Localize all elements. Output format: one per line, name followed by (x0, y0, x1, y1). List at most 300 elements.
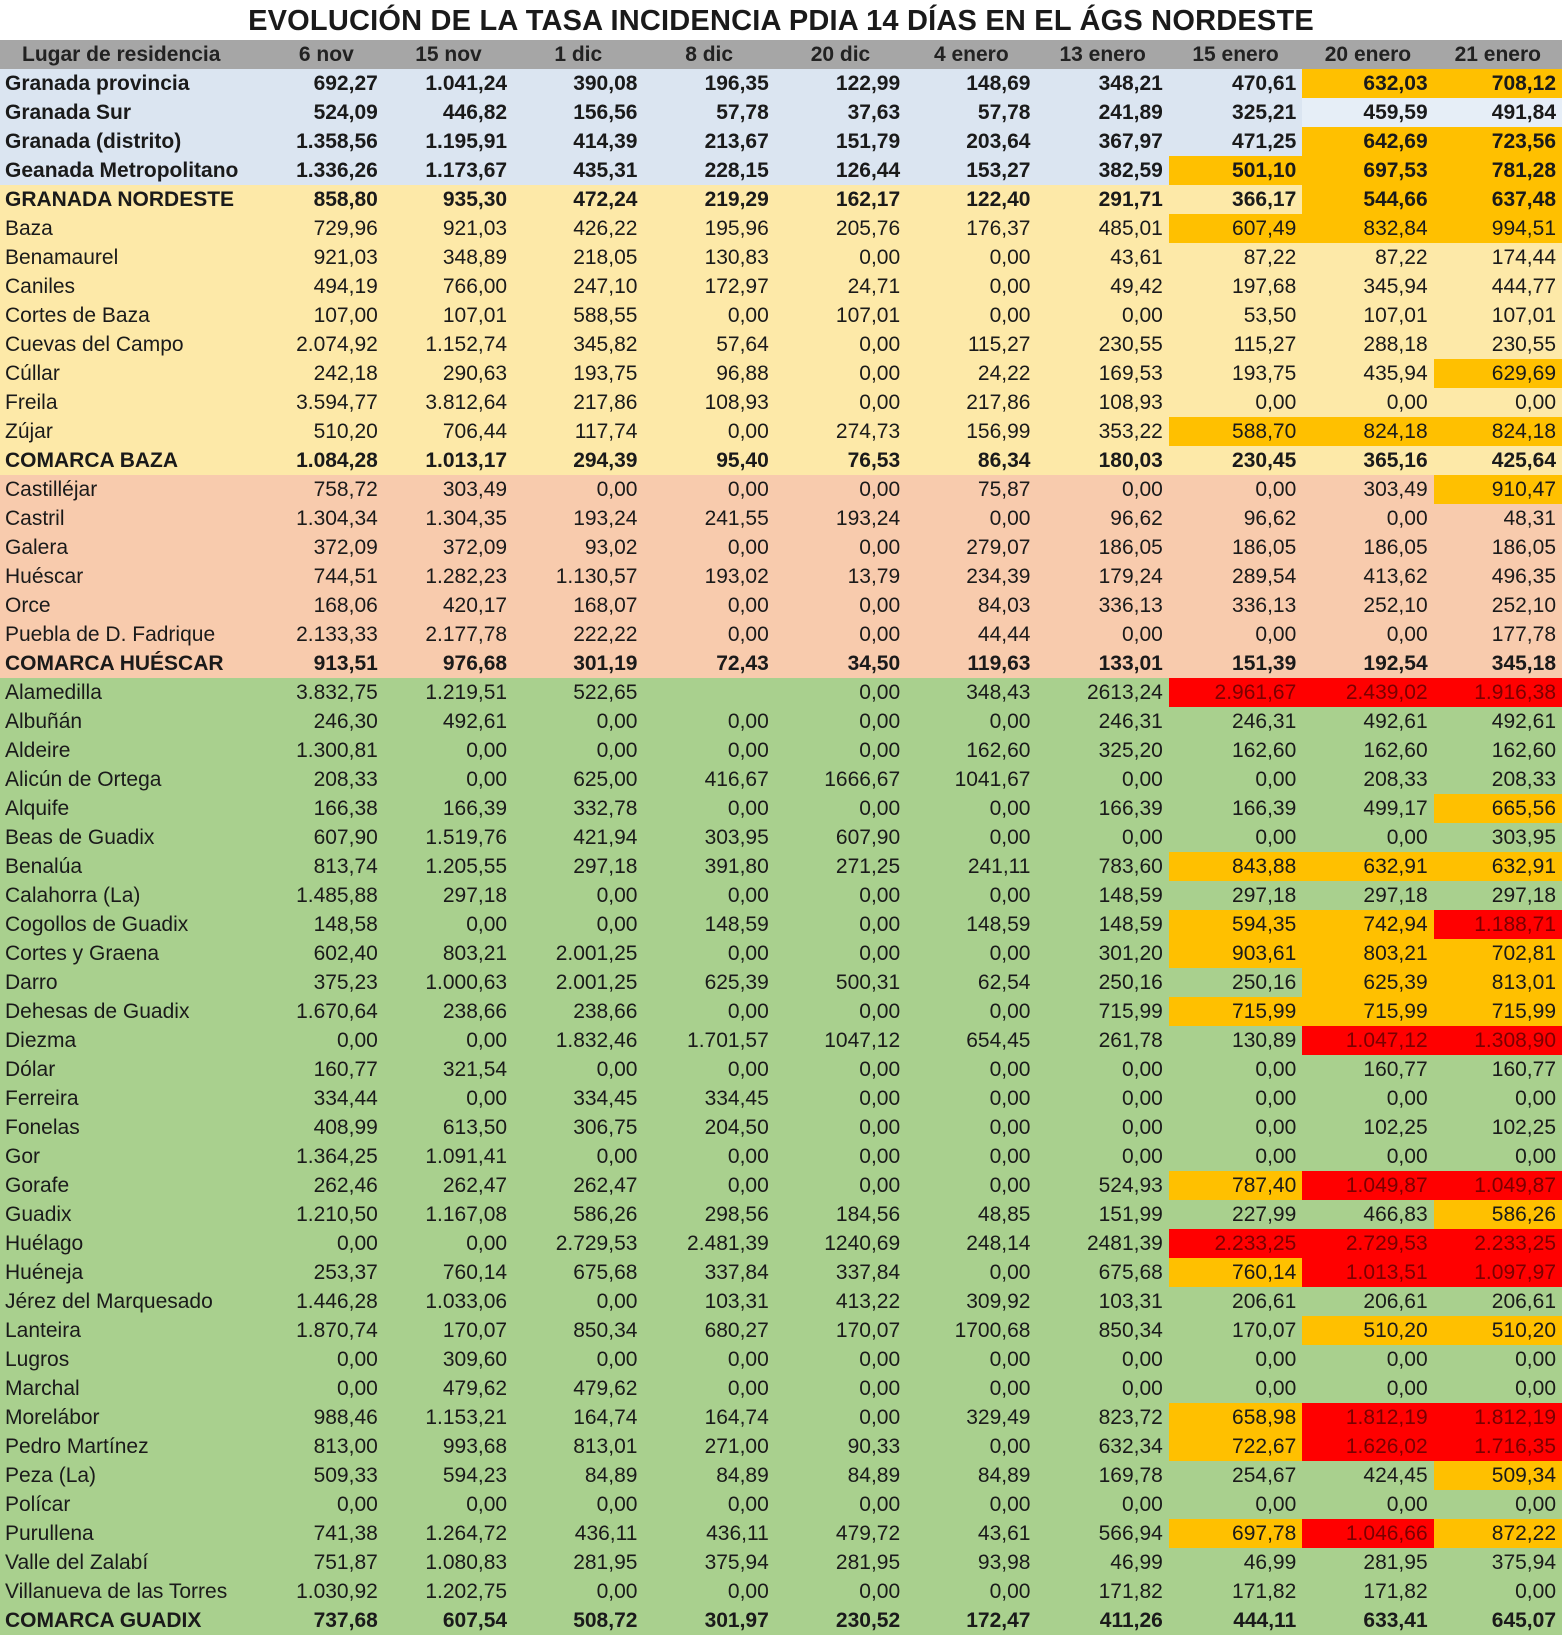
table-row (0, 968, 1562, 997)
rate-cell: 0,00 (1036, 823, 1168, 852)
rate-cell: 479,62 (513, 1374, 643, 1403)
rate-cell: 444,11 (1169, 1606, 1302, 1635)
rate-cell: 760,14 (1169, 1258, 1302, 1287)
rate-cell: 130,83 (643, 243, 774, 272)
rate-cell: 0,00 (1434, 388, 1562, 417)
rate-cell: 250,16 (1036, 968, 1168, 997)
rate-cell: 102,25 (1302, 1113, 1433, 1142)
rate-cell: 0,00 (775, 736, 906, 765)
rate-cell: 325,21 (1169, 98, 1302, 127)
rate-cell: 0,00 (643, 881, 774, 910)
rate-cell: 1.304,34 (269, 504, 384, 533)
rate-cell: 0,00 (906, 1374, 1036, 1403)
rate-cell: 0,00 (1434, 1374, 1562, 1403)
rate-cell: 0,00 (906, 1258, 1036, 1287)
rate-cell: 107,01 (775, 301, 906, 330)
rate-cell: 119,63 (906, 649, 1036, 678)
rate-cell: 994,51 (1434, 214, 1562, 243)
rate-cell: 613,50 (384, 1113, 513, 1142)
rate-cell: 261,78 (1036, 1026, 1168, 1055)
location-name-cell: Galera (0, 533, 269, 562)
table-row (0, 330, 1562, 359)
table-row (0, 388, 1562, 417)
rate-cell: 186,05 (1434, 533, 1562, 562)
location-name-cell: Castril (0, 504, 269, 533)
rate-cell: 0,00 (643, 1171, 774, 1200)
rate-cell: 0,00 (513, 881, 643, 910)
rate-cell: 0,00 (513, 475, 643, 504)
rate-cell: 162,60 (906, 736, 1036, 765)
rate-cell: 1.205,55 (384, 852, 513, 881)
rate-cell: 246,31 (1169, 707, 1302, 736)
rate-cell: 2.481,39 (643, 1229, 774, 1258)
rate-cell: 46,99 (1169, 1548, 1302, 1577)
rate-cell: 48,31 (1434, 504, 1562, 533)
rate-cell: 0,00 (775, 1577, 906, 1606)
rate-cell: 0,00 (775, 1403, 906, 1432)
rate-cell: 783,60 (1036, 852, 1168, 881)
rate-cell: 0,00 (269, 1490, 384, 1519)
table-row (0, 939, 1562, 968)
rate-cell: 329,49 (906, 1403, 1036, 1432)
rate-cell: 491,84 (1434, 98, 1562, 127)
rate-cell: 0,00 (643, 475, 774, 504)
rate-cell: 193,75 (1169, 359, 1302, 388)
rate-cell: 1.030,92 (269, 1577, 384, 1606)
table-row (0, 1026, 1562, 1055)
rate-cell: 108,93 (1036, 388, 1168, 417)
location-name-cell: Guadix (0, 1200, 269, 1229)
rate-cell: 850,34 (1036, 1316, 1168, 1345)
rate-cell: 288,18 (1302, 330, 1433, 359)
rate-cell: 0,00 (775, 678, 906, 707)
rate-cell: 1.832,46 (513, 1026, 643, 1055)
rate-cell: 345,82 (513, 330, 643, 359)
rate-cell: 274,73 (775, 417, 906, 446)
rate-cell: 459,59 (1302, 98, 1433, 127)
rate-cell: 0,00 (1036, 1055, 1168, 1084)
rate-cell: 391,80 (643, 852, 774, 881)
rate-cell: 737,68 (269, 1606, 384, 1635)
rate-cell: 494,19 (269, 272, 384, 301)
rate-cell: 281,95 (513, 1548, 643, 1577)
table-row (0, 1345, 1562, 1374)
rate-cell: 0,00 (1434, 1345, 1562, 1374)
rate-cell: 787,40 (1169, 1171, 1302, 1200)
rate-cell: 203,64 (906, 127, 1036, 156)
rate-cell: 348,21 (1036, 69, 1168, 98)
rate-cell: 0,00 (513, 1142, 643, 1171)
rate-cell: 3.594,77 (269, 388, 384, 417)
rate-cell: 436,11 (643, 1519, 774, 1548)
rate-cell: 0,00 (906, 504, 1036, 533)
location-name-cell: Darro (0, 968, 269, 997)
location-name-cell: Diezma (0, 1026, 269, 1055)
rate-cell: 470,61 (1169, 69, 1302, 98)
rate-cell: 53,50 (1169, 301, 1302, 330)
rate-cell: 1.304,35 (384, 504, 513, 533)
rate-cell: 0,00 (1036, 1084, 1168, 1113)
rate-cell: 218,05 (513, 243, 643, 272)
rate-cell: 702,81 (1434, 939, 1562, 968)
rate-cell: 84,89 (775, 1461, 906, 1490)
rate-cell: 715,99 (1169, 997, 1302, 1026)
table-row (0, 214, 1562, 243)
location-name-cell: Granada (distrito) (0, 127, 269, 156)
rate-cell: 49,42 (1036, 272, 1168, 301)
rate-cell: 0,00 (906, 1490, 1036, 1519)
rate-cell: 108,93 (643, 388, 774, 417)
rate-cell: 602,40 (269, 939, 384, 968)
rate-cell: 186,05 (1169, 533, 1302, 562)
rate-cell: 3.812,64 (384, 388, 513, 417)
rate-cell: 301,19 (513, 649, 643, 678)
rate-cell: 0,00 (1302, 1490, 1433, 1519)
rate-cell: 298,56 (643, 1200, 774, 1229)
rate-cell: 0,00 (775, 1113, 906, 1142)
rate-cell: 2.133,33 (269, 620, 384, 649)
rate-cell: 115,27 (906, 330, 1036, 359)
rate-cell: 303,49 (384, 475, 513, 504)
rate-cell: 0,00 (1169, 475, 1302, 504)
table-row (0, 1374, 1562, 1403)
rate-cell: 416,67 (643, 765, 774, 794)
rate-cell: 479,72 (775, 1519, 906, 1548)
rate-cell: 832,84 (1302, 214, 1433, 243)
rate-cell: 367,97 (1036, 127, 1168, 156)
rate-cell: 2481,39 (1036, 1229, 1168, 1258)
table-row (0, 591, 1562, 620)
rate-cell: 0,00 (1036, 1490, 1168, 1519)
rate-cell: 472,24 (513, 185, 643, 214)
rate-cell: 168,06 (269, 591, 384, 620)
rate-cell: 637,48 (1434, 185, 1562, 214)
location-name-cell: Cortes de Baza (0, 301, 269, 330)
rate-cell: 413,22 (775, 1287, 906, 1316)
rate-cell: 0,00 (906, 301, 1036, 330)
table-row (0, 1432, 1562, 1461)
rate-cell: 13,79 (775, 562, 906, 591)
rate-cell: 297,18 (384, 881, 513, 910)
rate-cell: 471,25 (1169, 127, 1302, 156)
rate-cell: 1.916,38 (1434, 678, 1562, 707)
rate-cell: 107,01 (1434, 301, 1562, 330)
rate-cell: 2.233,25 (1434, 1229, 1562, 1258)
rate-cell: 0,00 (643, 794, 774, 823)
rate-cell: 850,34 (513, 1316, 643, 1345)
rate-cell: 0,00 (513, 1055, 643, 1084)
rate-cell: 0,00 (1036, 1374, 1168, 1403)
location-name-cell: Castilléjar (0, 475, 269, 504)
location-name-cell: Cogollos de Guadix (0, 910, 269, 939)
table-row (0, 620, 1562, 649)
column-header: 15 nov (384, 40, 513, 69)
location-name-cell: Gorafe (0, 1171, 269, 1200)
rate-cell: 95,40 (643, 446, 774, 475)
rate-cell: 408,99 (269, 1113, 384, 1142)
rate-cell: 0,00 (775, 794, 906, 823)
rate-cell: 87,22 (1169, 243, 1302, 272)
rate-cell: 186,05 (1036, 533, 1168, 562)
rate-cell: 96,62 (1036, 504, 1168, 533)
rate-cell: 170,07 (384, 1316, 513, 1345)
rate-cell: 193,75 (513, 359, 643, 388)
location-name-cell: Marchal (0, 1374, 269, 1403)
rate-cell: 0,00 (643, 939, 774, 968)
rate-cell: 337,84 (643, 1258, 774, 1287)
location-name-cell: Zújar (0, 417, 269, 446)
rate-cell: 241,55 (643, 504, 774, 533)
rate-cell: 758,72 (269, 475, 384, 504)
rate-cell: 0,00 (775, 1142, 906, 1171)
rate-cell: 1.033,06 (384, 1287, 513, 1316)
rate-cell: 254,67 (1169, 1461, 1302, 1490)
rate-cell: 0,00 (269, 1345, 384, 1374)
rate-cell: 413,62 (1302, 562, 1433, 591)
rate-cell: 435,94 (1302, 359, 1433, 388)
rate-cell: 365,16 (1302, 446, 1433, 475)
rate-cell: 588,70 (1169, 417, 1302, 446)
rate-cell: 262,46 (269, 1171, 384, 1200)
rate-cell: 1.264,72 (384, 1519, 513, 1548)
rate-cell: 654,45 (906, 1026, 1036, 1055)
rate-cell: 133,01 (1036, 649, 1168, 678)
rate-cell: 148,59 (1036, 910, 1168, 939)
rate-cell: 206,61 (1302, 1287, 1433, 1316)
location-name-cell: Jérez del Marquesado (0, 1287, 269, 1316)
rate-cell: 625,00 (513, 765, 643, 794)
rate-cell: 607,54 (384, 1606, 513, 1635)
table-row (0, 765, 1562, 794)
rate-cell: 588,55 (513, 301, 643, 330)
rate-cell: 766,00 (384, 272, 513, 301)
rate-cell: 708,12 (1434, 69, 1562, 98)
rate-cell: 0,00 (1169, 1490, 1302, 1519)
rate-cell: 309,92 (906, 1287, 1036, 1316)
rate-cell: 228,15 (643, 156, 774, 185)
rate-cell: 0,00 (1169, 1113, 1302, 1142)
rate-cell: 645,07 (1434, 1606, 1562, 1635)
rate-cell: 2.961,67 (1169, 678, 1302, 707)
rate-cell: 230,45 (1169, 446, 1302, 475)
rate-cell: 0,00 (906, 1171, 1036, 1200)
rate-cell: 169,53 (1036, 359, 1168, 388)
location-name-cell: Aldeire (0, 736, 269, 765)
rate-cell: 436,11 (513, 1519, 643, 1548)
rate-cell: 168,07 (513, 591, 643, 620)
table-row (0, 1055, 1562, 1084)
rate-cell: 0,00 (906, 1345, 1036, 1374)
rate-cell: 334,45 (513, 1084, 643, 1113)
rate-cell: 281,95 (775, 1548, 906, 1577)
rate-cell: 192,54 (1302, 649, 1433, 678)
table-row (0, 475, 1562, 504)
column-header: 6 nov (269, 40, 384, 69)
rate-cell: 84,89 (643, 1461, 774, 1490)
rate-cell: 0,00 (775, 591, 906, 620)
location-name-cell: Caniles (0, 272, 269, 301)
rate-cell: 0,00 (906, 1142, 1036, 1171)
rate-cell: 0,00 (269, 1374, 384, 1403)
rate-cell: 172,47 (906, 1606, 1036, 1635)
column-header: 13 enero (1036, 40, 1168, 69)
location-name-cell: Calahorra (La) (0, 881, 269, 910)
rate-cell: 337,84 (775, 1258, 906, 1287)
rate-cell: 48,85 (906, 1200, 1036, 1229)
rate-cell: 303,95 (1434, 823, 1562, 852)
rate-cell: 0,00 (775, 243, 906, 272)
rate-cell: 0,00 (1302, 1345, 1433, 1374)
rate-cell: 348,43 (906, 678, 1036, 707)
rate-cell: 0,00 (1169, 620, 1302, 649)
rate-cell: 1.812,19 (1434, 1403, 1562, 1432)
rate-cell: 166,38 (269, 794, 384, 823)
rate-cell: 195,96 (643, 214, 774, 243)
rate-cell: 0,00 (906, 1084, 1036, 1113)
rate-cell: 0,00 (643, 301, 774, 330)
rate-cell: 976,68 (384, 649, 513, 678)
rate-cell: 625,39 (643, 968, 774, 997)
rate-cell: 0,00 (1169, 388, 1302, 417)
rate-cell: 1.358,56 (269, 127, 384, 156)
rate-cell: 675,68 (513, 1258, 643, 1287)
rate-cell: 1.013,17 (384, 446, 513, 475)
rate-cell: 160,77 (269, 1055, 384, 1084)
rate-cell: 2.001,25 (513, 968, 643, 997)
rate-cell: 0,00 (906, 707, 1036, 736)
rate-cell: 57,78 (643, 98, 774, 127)
rate-cell: 0,00 (384, 736, 513, 765)
rate-cell: 492,61 (1434, 707, 1562, 736)
rate-cell: 375,94 (643, 1548, 774, 1577)
table-row-total (0, 69, 1562, 98)
table-row (0, 881, 1562, 910)
rate-cell: 421,94 (513, 823, 643, 852)
rate-cell: 208,33 (1302, 765, 1433, 794)
header-row (0, 40, 1562, 69)
rate-cell: 148,69 (906, 69, 1036, 98)
rate-cell: 171,82 (1302, 1577, 1433, 1606)
rate-cell: 230,55 (1036, 330, 1168, 359)
rate-cell: 715,99 (1302, 997, 1433, 1026)
rate-cell: 130,89 (1169, 1026, 1302, 1055)
location-name-cell: COMARCA GUADIX (0, 1606, 269, 1635)
rate-cell: 148,59 (906, 910, 1036, 939)
rate-cell: 0,00 (384, 1084, 513, 1113)
location-name-cell: Baza (0, 214, 269, 243)
rate-cell: 414,39 (513, 127, 643, 156)
rate-cell: 0,00 (1036, 301, 1168, 330)
location-name-cell: Valle del Zalabí (0, 1548, 269, 1577)
rate-cell: 1.716,35 (1434, 1432, 1562, 1461)
rate-cell: 271,25 (775, 852, 906, 881)
rate-cell: 177,78 (1434, 620, 1562, 649)
table-row (0, 417, 1562, 446)
rate-cell: 1.282,23 (384, 562, 513, 591)
rate-cell: 0,00 (513, 736, 643, 765)
table-row (0, 1142, 1562, 1171)
rate-cell: 586,26 (513, 1200, 643, 1229)
rate-cell: 248,14 (906, 1229, 1036, 1258)
rate-cell: 781,28 (1434, 156, 1562, 185)
rate-cell: 262,47 (513, 1171, 643, 1200)
rate-cell: 426,22 (513, 214, 643, 243)
column-header: 4 enero (906, 40, 1036, 69)
rate-cell (643, 678, 774, 707)
rate-cell: 170,07 (1169, 1316, 1302, 1345)
rate-cell: 1.080,83 (384, 1548, 513, 1577)
rate-cell: 166,39 (1169, 794, 1302, 823)
rate-cell: 84,89 (906, 1461, 1036, 1490)
rate-cell: 1.300,81 (269, 736, 384, 765)
rate-cell: 0,00 (513, 1490, 643, 1519)
rate-cell: 151,99 (1036, 1200, 1168, 1229)
rate-cell: 37,63 (775, 98, 906, 127)
rate-cell: 230,52 (775, 1606, 906, 1635)
rate-cell: 0,00 (643, 997, 774, 1026)
rate-cell: 246,31 (1036, 707, 1168, 736)
rate-cell: 93,98 (906, 1548, 1036, 1577)
rate-cell: 301,97 (643, 1606, 774, 1635)
rate-cell: 0,00 (643, 1490, 774, 1519)
rate-cell: 872,22 (1434, 1519, 1562, 1548)
rate-cell: 179,24 (1036, 562, 1168, 591)
rate-cell: 446,82 (384, 98, 513, 127)
rate-cell: 680,27 (643, 1316, 774, 1345)
rate-cell: 0,00 (775, 881, 906, 910)
location-name-cell: Dehesas de Guadix (0, 997, 269, 1026)
rate-cell: 0,00 (1169, 1345, 1302, 1374)
rate-cell: 196,35 (643, 69, 774, 98)
table-row (0, 852, 1562, 881)
rate-cell: 107,00 (269, 301, 384, 330)
rate-cell: 366,17 (1169, 185, 1302, 214)
rate-cell: 0,00 (1036, 1345, 1168, 1374)
rate-cell: 193,24 (513, 504, 643, 533)
rate-cell: 213,67 (643, 127, 774, 156)
rate-cell: 180,03 (1036, 446, 1168, 475)
rate-cell: 174,44 (1434, 243, 1562, 272)
rate-cell: 151,79 (775, 127, 906, 156)
rate-cell: 586,26 (1434, 1200, 1562, 1229)
rate-cell: 348,89 (384, 243, 513, 272)
rate-cell: 751,87 (269, 1548, 384, 1577)
rate-cell: 0,00 (775, 620, 906, 649)
rate-cell: 375,94 (1434, 1548, 1562, 1577)
location-name-cell: COMARCA HUÉSCAR (0, 649, 269, 678)
rate-cell: 0,00 (906, 939, 1036, 968)
rate-cell: 594,23 (384, 1461, 513, 1490)
rate-cell: 122,99 (775, 69, 906, 98)
rate-cell: 444,77 (1434, 272, 1562, 301)
rate-cell: 425,64 (1434, 446, 1562, 475)
rate-cell: 1.188,71 (1434, 910, 1562, 939)
rate-cell: 0,00 (513, 707, 643, 736)
table-row (0, 1519, 1562, 1548)
rate-cell: 1.130,57 (513, 562, 643, 591)
rate-cell: 706,44 (384, 417, 513, 446)
location-name-cell: Benamaurel (0, 243, 269, 272)
rate-cell: 162,60 (1302, 736, 1433, 765)
rate-cell: 334,44 (269, 1084, 384, 1113)
rate-cell: 1.091,41 (384, 1142, 513, 1171)
table-row (0, 359, 1562, 388)
rate-cell: 148,59 (1036, 881, 1168, 910)
rate-cell: 84,89 (513, 1461, 643, 1490)
table-row (0, 1316, 1562, 1345)
rate-cell: 2.177,78 (384, 620, 513, 649)
location-name-cell: Geanada Metropolitano (0, 156, 269, 185)
